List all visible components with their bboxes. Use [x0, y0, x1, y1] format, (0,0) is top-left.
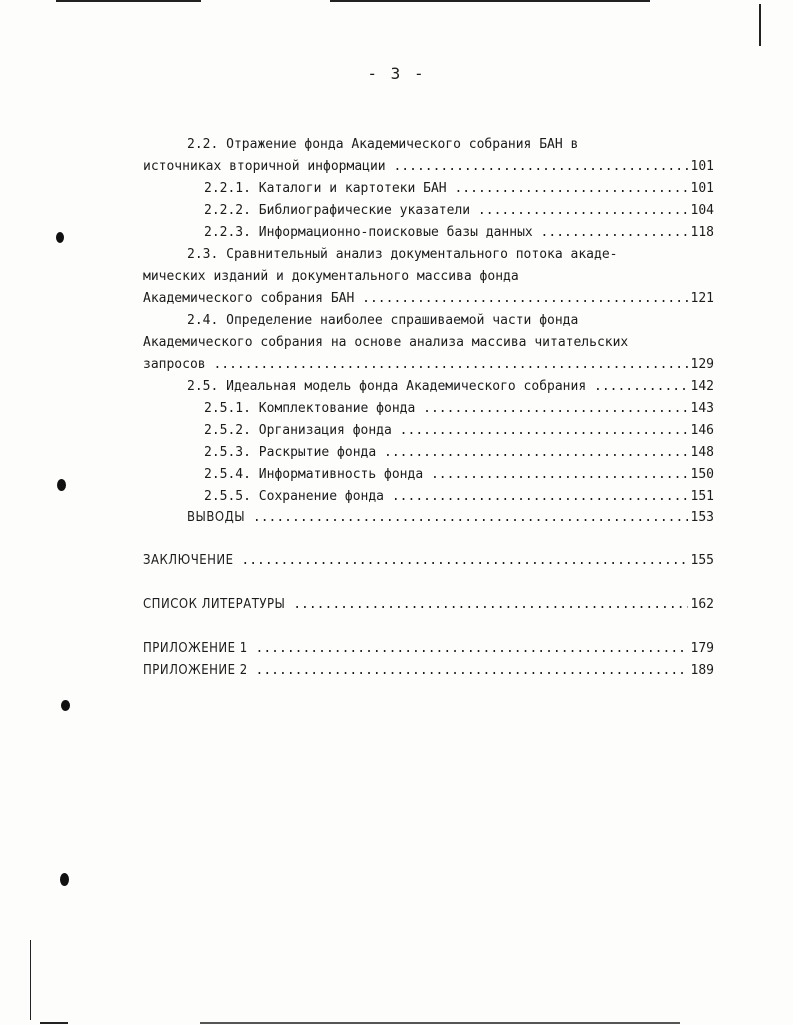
toc-text: ЗАКЛЮЧЕНИЕ	[143, 553, 234, 568]
page-number: - 3 -	[367, 64, 426, 83]
toc-line	[204, 442, 714, 464]
toc-text: ПРИЛОЖЕНИЕ 1	[143, 641, 248, 656]
toc-line	[187, 310, 667, 332]
toc-text: 2.5. Идеальная модель фонда Академического собрания	[187, 379, 587, 394]
toc-page: 142	[688, 376, 714, 398]
toc-text: 2.2.3. Информационно-поисковые базы данных	[204, 225, 533, 240]
toc-text: 2.5.1. Комплектование фонда	[204, 401, 416, 416]
toc-line	[204, 420, 714, 442]
scan-edge-top	[56, 0, 201, 2]
toc-line	[187, 134, 647, 156]
toc-page: 148	[688, 442, 714, 464]
toc-line	[204, 398, 714, 420]
toc-page: 101	[688, 156, 714, 178]
toc-line	[187, 376, 714, 398]
toc-page: 179	[688, 638, 714, 660]
toc-line	[143, 594, 714, 616]
toc-page: 155	[688, 550, 714, 572]
toc-page: 150	[688, 464, 714, 486]
toc-text: Академического собрания на основе анализа массива читательских	[143, 335, 629, 350]
toc-line	[143, 156, 714, 178]
toc-line	[204, 486, 714, 508]
toc-page: 129	[688, 354, 714, 376]
scan-edge-bottom	[40, 1022, 68, 1024]
toc-page: 143	[688, 398, 714, 420]
punch-mark	[56, 232, 64, 243]
scan-edge-top	[330, 0, 650, 2]
toc-line	[204, 178, 714, 200]
toc-line	[187, 244, 687, 266]
toc-line	[143, 550, 714, 572]
toc-text: 2.5.4. Информативность фонда	[204, 467, 424, 482]
punch-mark	[60, 873, 69, 886]
toc-text: мических изданий и документального массива фонда	[143, 269, 519, 284]
toc-page: 189	[688, 660, 714, 682]
toc-text: 2.4. Определение наиболее спрашиваемой части фонда	[187, 313, 579, 328]
scan-edge-left	[30, 940, 31, 1020]
toc-line	[204, 464, 714, 486]
toc-page: 151	[688, 486, 714, 508]
toc-page: 101	[688, 178, 714, 200]
toc-text: 2.5.2. Организация фонда	[204, 423, 392, 438]
toc-text: 2.2.2. Библиографические указатели	[204, 203, 471, 218]
toc-page: 146	[688, 420, 714, 442]
toc-line	[143, 266, 643, 288]
toc-line	[143, 660, 714, 682]
toc-page: 162	[688, 594, 714, 616]
toc-text: ПРИЛОЖЕНИЕ 2	[143, 663, 248, 678]
toc-text: СПИСОК ЛИТЕРАТУРЫ	[143, 597, 286, 612]
toc-line	[204, 222, 714, 244]
scan-edge-right	[759, 4, 761, 46]
toc-line	[143, 638, 714, 660]
punch-mark	[57, 479, 66, 491]
toc-page: 121	[688, 288, 714, 310]
toc-page: 153	[688, 507, 714, 529]
toc-line	[143, 332, 714, 354]
toc-text: 2.2. Отражение фонда Академического собрания БАН в	[187, 137, 579, 152]
scan-edge-bottom	[200, 1022, 680, 1024]
toc-text: 2.5.3. Раскрытие фонда	[204, 445, 377, 460]
toc-text: Академического собрания БАН	[143, 291, 355, 306]
toc-text: 2.5.5. Сохранение фонда	[204, 489, 385, 504]
toc-page: 104	[688, 200, 714, 222]
toc-line	[204, 200, 714, 222]
toc-text: ВЫВОДЫ	[187, 510, 246, 525]
toc-line	[143, 288, 714, 310]
toc-text: 2.3. Сравнительный анализ документального потока акаде-	[187, 247, 618, 262]
toc-text: 2.2.1. Каталоги и картотеки БАН	[204, 181, 447, 196]
punch-mark	[61, 700, 70, 711]
toc-line	[187, 507, 714, 529]
toc-text: запросов	[143, 357, 206, 372]
toc-page: 118	[688, 222, 714, 244]
toc-text: источниках вторичной информации	[143, 159, 386, 174]
toc-line	[143, 354, 714, 376]
